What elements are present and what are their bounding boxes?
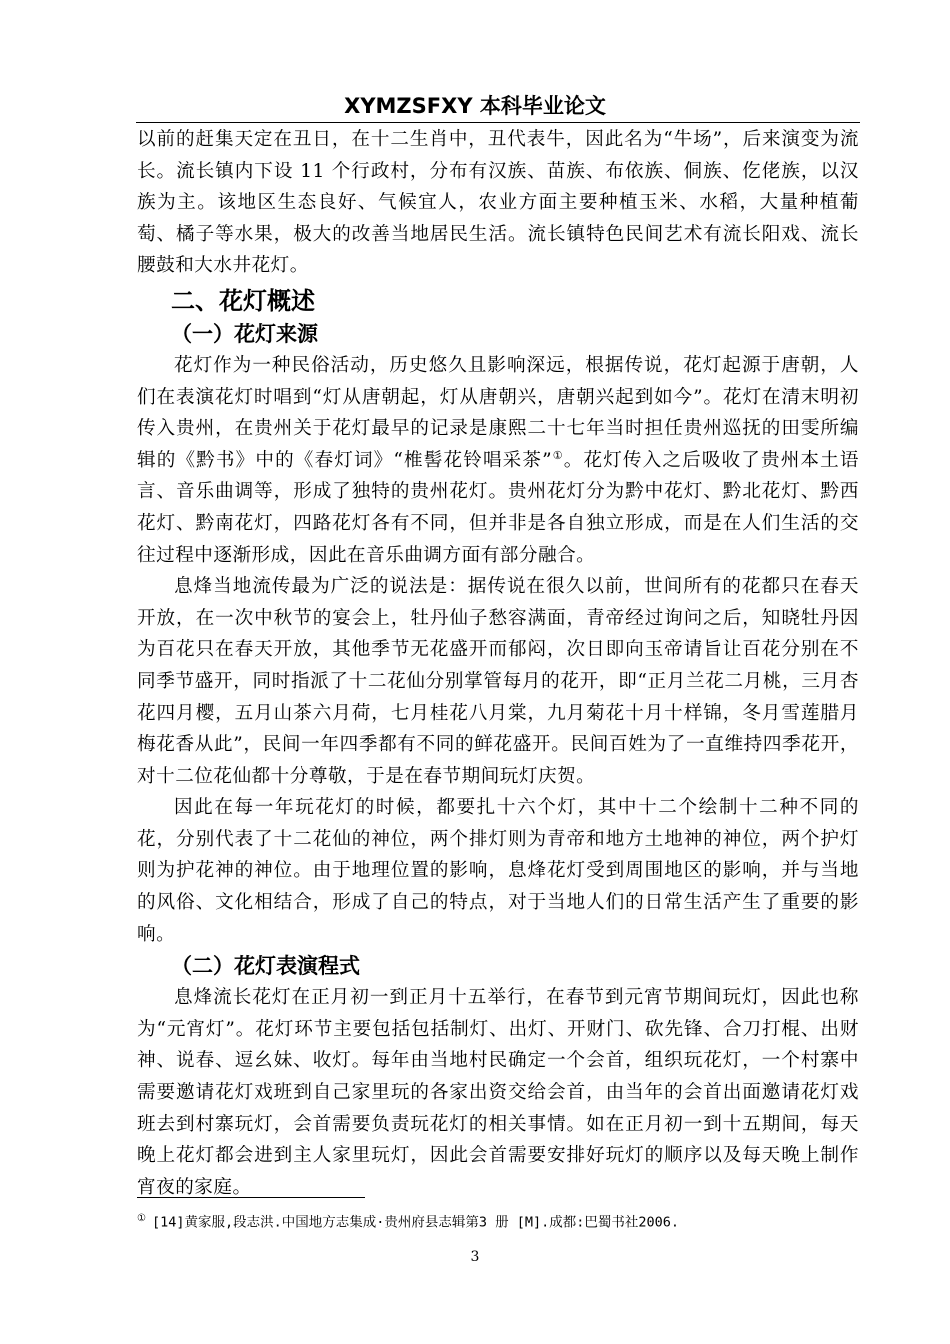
footnote-marker: ① [137,1213,146,1224]
footnote [137,1209,859,1233]
header-divider [136,122,860,123]
paragraph-text: 花灯作为一种民俗活动，历史悠久且影响深远，根据传说，花灯起源于唐朝，人们在表演花灯时唱到“灯从唐朝起，灯从唐朝兴，唐朝兴起到如今”。花灯在清末明初传入贵州，在贵州关于花灯最早的记录是康熙二十七年当时担任贵州巡抚的田雯所编辑的《黔书》中的《春灯词》“椎髻花铃唱采茶” [137,354,859,471]
subsection-heading-origin: （一）花灯来源 [171,321,318,346]
page-header-title: XYMZSFXY 本科毕业论文 [344,94,606,118]
footnote-reference[interactable]: ① [552,448,564,462]
page-number: 3 [470,1249,480,1265]
paragraph-origin-3: 因此在每一年玩花灯的时候，都要扎十六个灯，其中十二个绘制十二种不同的花，分别代表了十二花仙的神位，两个排灯则为青帝和地方土地神的神位，两个护灯则为护花神的神位。由于地理位置的影响，息烽花灯受到周围地区的影响，并与当地的风俗、文化相结合，形成了自己的特点，对于当地人们的日常生活产生了重要的影响。 [137,797,859,945]
footnote-divider [137,1197,365,1198]
section-heading: 二、花灯概述 [171,286,315,315]
paragraph-text: 。花灯传入之后吸收了贵州本土语言、音乐曲调等，形成了独特的贵州花灯。贵州花灯分为黔中花灯、黔北花灯、黔西花灯、黔南花灯，四路花灯各有不同，但并非是各自独立形成，而是在人们生活的交往过程中逐渐形成，因此在音乐曲调方面有部分融合。 [137,449,859,566]
paragraph-origin-2: 息烽当地流传最为广泛的说法是：据传说在很久以前，世间所有的花都只在春天开放，在一次中秋节的宴会上，牡丹仙子愁容满面，青帝经过询问之后，知晓牡丹因为百花只在春天开放，其他季节无花盛开而郁闷，次日即向玉帝请旨让百花分别在不同季节盛开，同时指派了十二花仙分别掌管每月的花开，即“正月兰花二月桃，三月杏花四月樱，五月山茶六月荷，七月桂花八月棠，九月菊花十月十样锦，冬月雪莲腊月梅花香从此”，民间一年四季都有不同的鲜花盛开。民间百姓为了一直维持四季花开，对十二位花仙都十分尊敬，于是在春节期间玩灯庆贺。 [137,576,859,787]
intro-paragraph: 以前的赶集天定在丑日，在十二生肖中，丑代表牛，因此名为“牛场”，后来演变为流长。流长镇内下设 11 个行政村，分布有汉族、苗族、布依族、侗族、仡佬族，以汉族为主。该地区生态良好、气候宜人，农业方面主要种植玉米、水稻，大量种植葡萄、橘子等水果，极大的改善当地居民生活。流长镇特色民间艺术有流长阳戏、流长腰鼓和大水井花灯。 [137,129,859,277]
paragraph-origin-1 [137,350,859,571]
subsection-heading-performance: （二）花灯表演程式 [171,954,360,979]
page-body [137,124,859,1203]
paragraph-performance-1: 息烽流长花灯在正月初一到正月十五举行，在春节到元宵节期间玩灯，因此也称为“元宵灯”。花灯环节主要包括包括制灯、出灯、开财门、砍先锋、合刀打棍、出财神、说春、逗幺妹、收灯。每年由当地村民确定一个会首，组织玩花灯，一个村寨中需要邀请花灯戏班到自己家里玩的各家出资交给会首，由当年的会首出面邀请花灯戏班去到村寨玩灯，会首需要负责玩花灯的相关事情。如在正月初一到十五期间，每天晚上花灯都会进到主人家里玩灯，因此会首需要安排好玩灯的顺序以及每天晚上制作宵夜的家庭。 [137,987,859,1198]
footnote-text: [14]黄家服,段志洪.中国地方志集成·贵州府县志辑第3 册 [M].成都:巴蜀书社2006. [151,1214,680,1231]
